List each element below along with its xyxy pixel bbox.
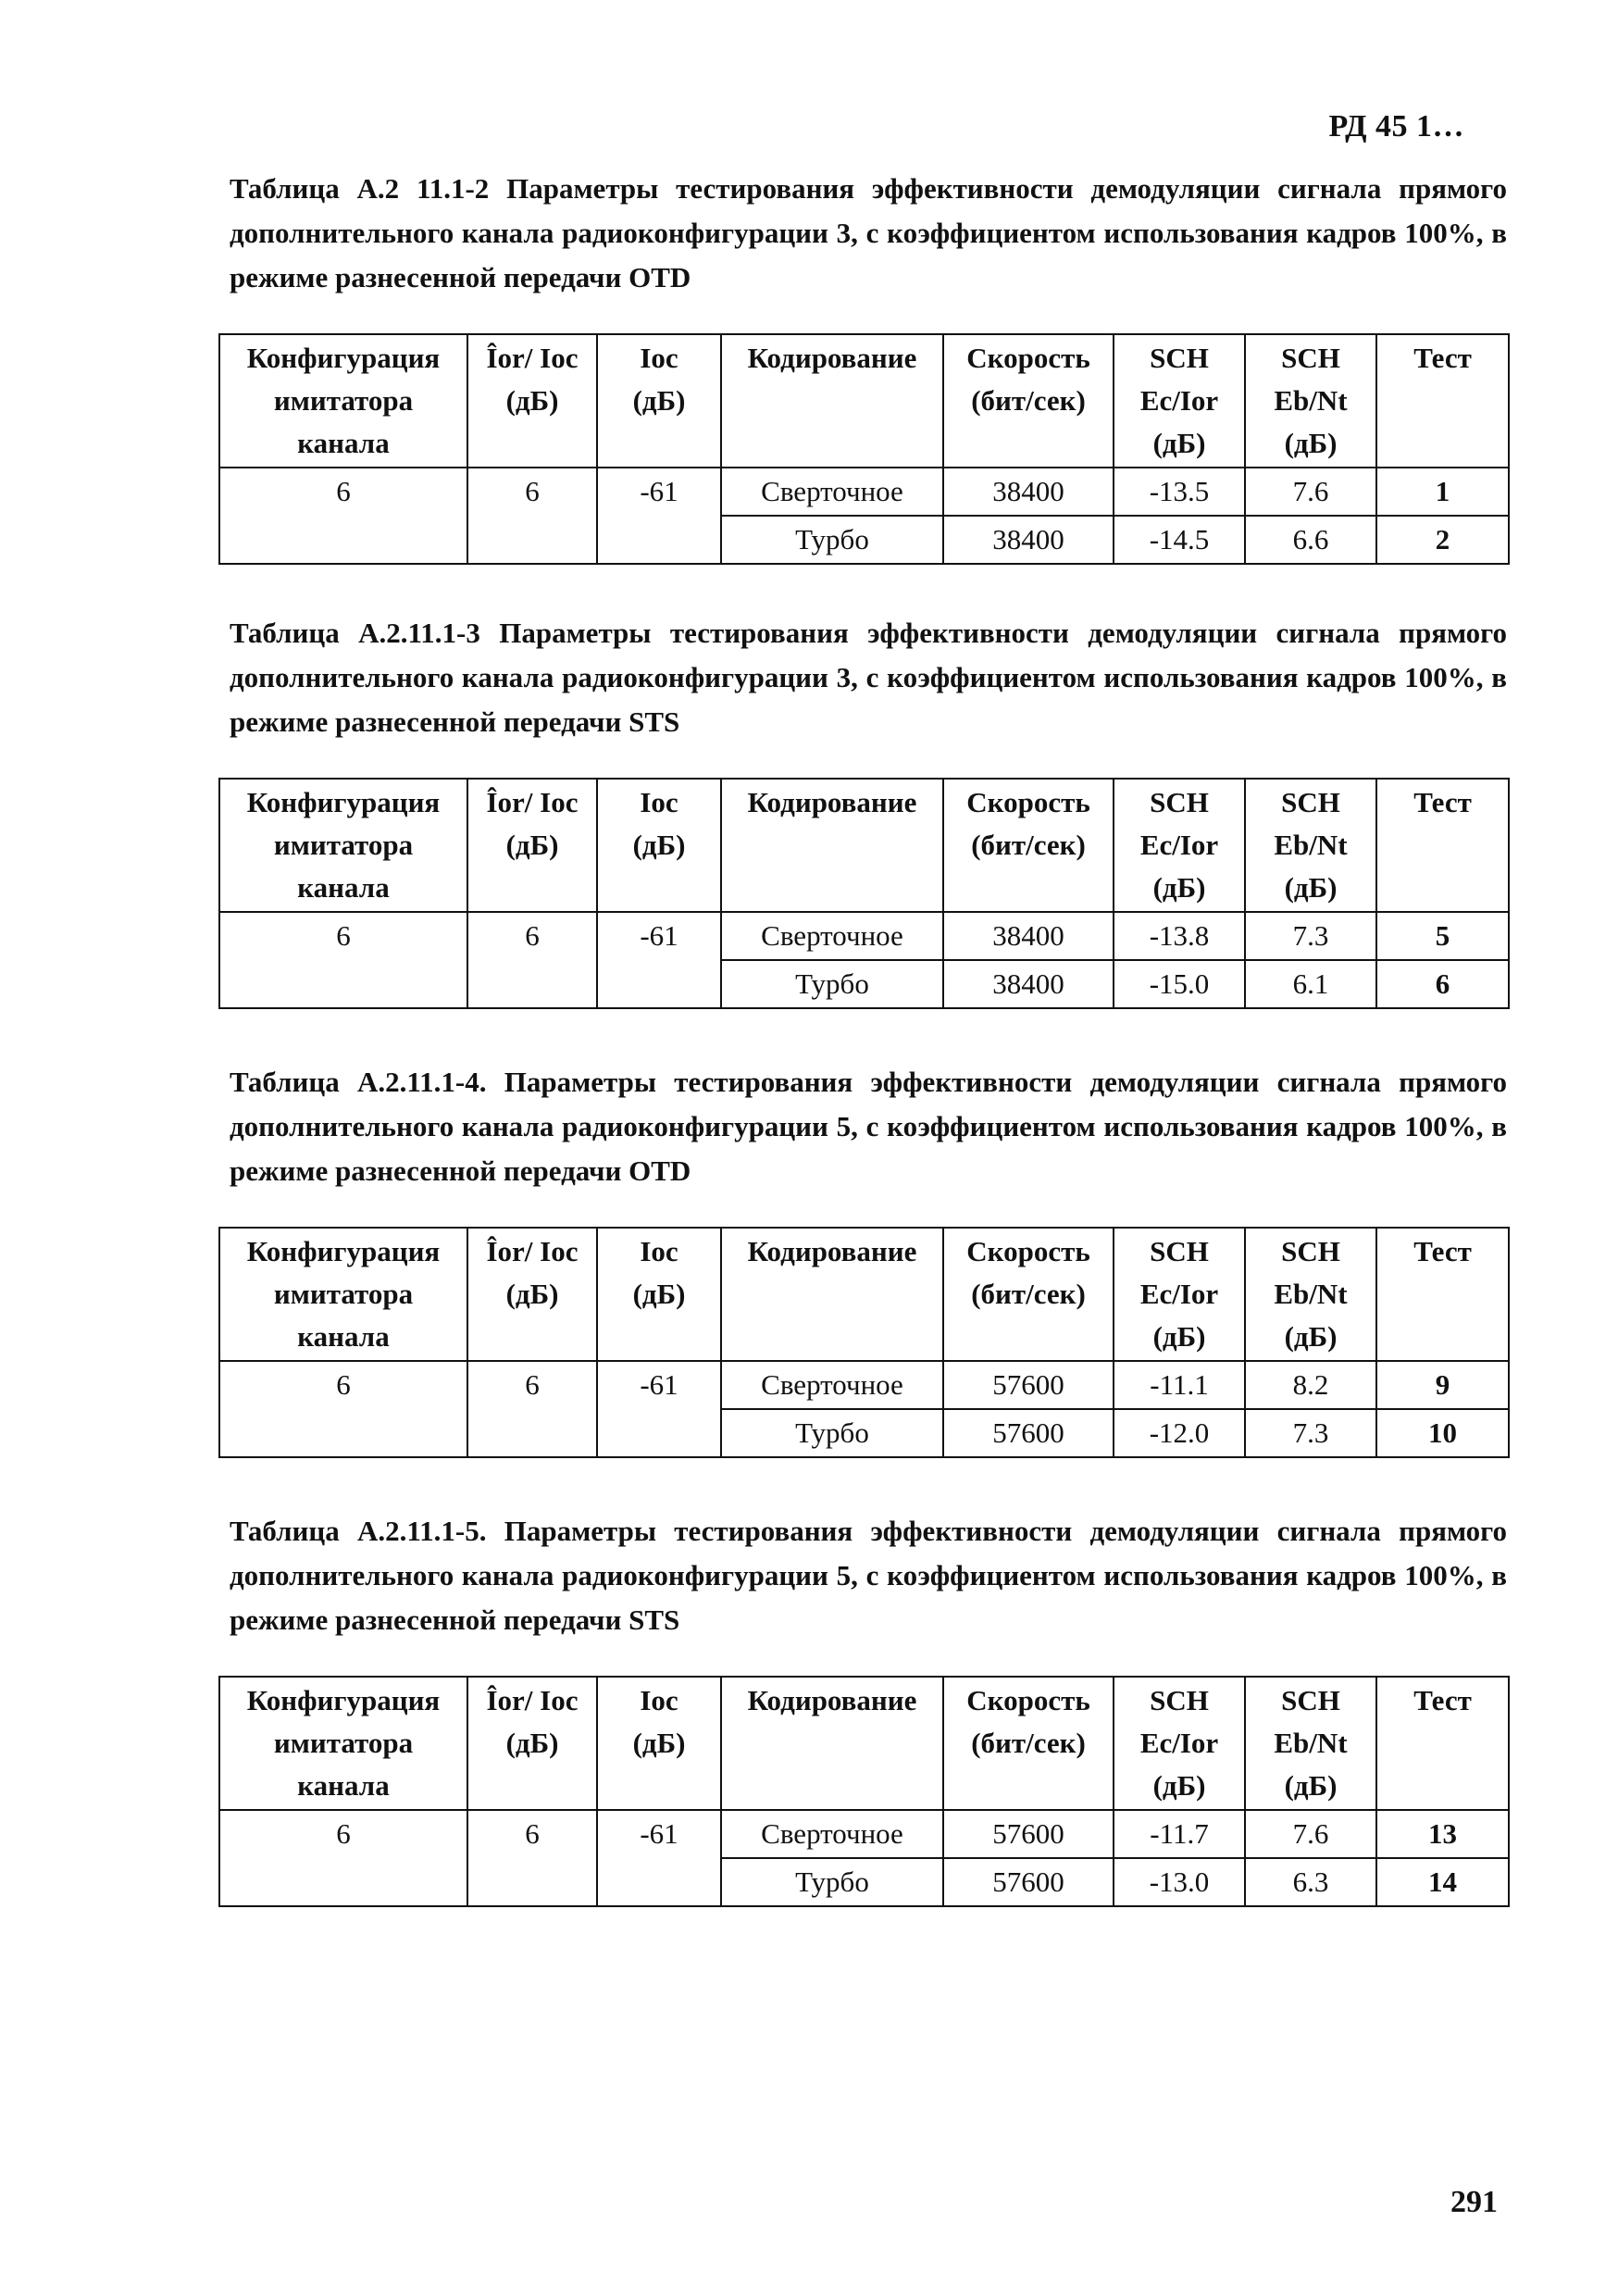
table-caption: Таблица А.2.11.1-4. Параметры тестирования эффективности демодуляции сигнала прямого дополнительного канала радиоконфигурации 5, с коэффициентом использования кадров 100%, в режиме разнесенной передачи OTD xyxy=(230,1066,1507,1187)
header-line: (дБ) xyxy=(632,829,686,861)
cell-sch-ec-ior: -13.8 xyxy=(1114,912,1245,960)
cell-ior-ioc: 6 xyxy=(467,468,597,564)
column-header-sch-ec-ior xyxy=(1114,1228,1245,1361)
column-header-ior-ioc xyxy=(467,334,597,468)
column-header-ioc xyxy=(597,334,721,468)
parameters-table xyxy=(218,1676,1510,1907)
cell-rate: 38400 xyxy=(943,960,1114,1008)
cell-sch-ec-ior: -11.7 xyxy=(1114,1810,1245,1858)
header-line: Скорость xyxy=(966,1684,1090,1716)
header-line: SCH xyxy=(1281,342,1340,374)
cell-sch-ec-ior: -13.5 xyxy=(1114,468,1245,516)
cell-sch-ec-ior: -12.0 xyxy=(1114,1409,1245,1457)
cell-rate: 57600 xyxy=(943,1361,1114,1409)
document-code: РД 45 1… xyxy=(1328,109,1464,144)
cell-rate: 38400 xyxy=(943,516,1114,564)
column-header-sch-eb-nt xyxy=(1245,779,1376,912)
column-header-coding: Кодирование xyxy=(721,1677,943,1810)
cell-config: 6 xyxy=(219,1361,467,1457)
column-header-sch-ec-ior xyxy=(1114,1677,1245,1810)
header-line: Ec/Ior xyxy=(1139,829,1219,861)
column-header-config xyxy=(219,1228,467,1361)
cell-sch-eb-nt: 7.3 xyxy=(1245,912,1376,960)
column-header-rate xyxy=(943,1677,1114,1810)
cell-ior-ioc: 6 xyxy=(467,912,597,1008)
cell-config: 6 xyxy=(219,468,467,564)
cell-sch-eb-nt: 8.2 xyxy=(1245,1361,1376,1409)
header-line: Скорость xyxy=(966,342,1090,374)
cell-ioc: -61 xyxy=(597,1810,721,1906)
parameters-table xyxy=(218,1227,1510,1458)
column-header-rate xyxy=(943,334,1114,468)
cell-test: 10 xyxy=(1376,1409,1509,1457)
column-header-coding: Кодирование xyxy=(721,334,943,468)
cell-coding: Турбо xyxy=(721,960,943,1008)
header-line: Конфигурация xyxy=(246,1235,441,1267)
header-line: (дБ) xyxy=(1152,871,1206,904)
header-line: Ioc xyxy=(640,342,678,374)
header-line: SCH xyxy=(1281,786,1340,818)
header-line: (дБ) xyxy=(505,1727,559,1759)
column-header-sch-eb-nt xyxy=(1245,1228,1376,1361)
header-line: Îor/ Ioc xyxy=(486,1235,579,1267)
cell-sch-eb-nt: 6.3 xyxy=(1245,1858,1376,1906)
header-line: (дБ) xyxy=(1284,871,1338,904)
table-row xyxy=(219,1361,1509,1409)
column-header-test: Тест xyxy=(1376,779,1509,912)
cell-config: 6 xyxy=(219,1810,467,1906)
cell-rate: 38400 xyxy=(943,912,1114,960)
cell-sch-ec-ior: -13.0 xyxy=(1114,1858,1245,1906)
table-caption: Таблица А.2.11.1-3 Параметры тестирования эффективности демодуляции сигнала прямого дополнительного канала радиоконфигурации 3, с коэффициентом использования кадров 100%, в режиме разнесенной передачи STS xyxy=(230,617,1507,738)
table-caption: Таблица А.2.11.1-5. Параметры тестирования эффективности демодуляции сигнала прямого дополнительного канала радиоконфигурации 5, с коэффициентом использования кадров 100%, в режиме разнесенной передачи STS xyxy=(230,1515,1507,1636)
cell-coding: Сверточное xyxy=(721,1810,943,1858)
cell-config: 6 xyxy=(219,912,467,1008)
cell-test: 14 xyxy=(1376,1858,1509,1906)
header-line: Eb/Nt xyxy=(1274,829,1348,861)
table-header-row xyxy=(219,1677,1509,1810)
table-caption: Таблица А.2 11.1-2 Параметры тестирования эффективности демодуляции сигнала прямого дополнительного канала радиоконфигурации 3, с коэффициентом использования кадров 100%, в режиме разнесенной передачи OTD xyxy=(230,172,1507,293)
column-header-test: Тест xyxy=(1376,1677,1509,1810)
column-header-test: Тест xyxy=(1376,1228,1509,1361)
cell-test: 13 xyxy=(1376,1810,1509,1858)
cell-ioc: -61 xyxy=(597,468,721,564)
header-line: Ioc xyxy=(640,1684,678,1716)
cell-rate: 38400 xyxy=(943,468,1114,516)
header-line: (дБ) xyxy=(1284,1320,1338,1353)
header-line: SCH xyxy=(1281,1235,1340,1267)
header-line: Eb/Nt xyxy=(1274,1278,1348,1310)
cell-ior-ioc: 6 xyxy=(467,1361,597,1457)
cell-sch-eb-nt: 6.6 xyxy=(1245,516,1376,564)
header-line: (дБ) xyxy=(632,384,686,417)
cell-rate: 57600 xyxy=(943,1858,1114,1906)
cell-coding: Сверточное xyxy=(721,1361,943,1409)
header-line: Ioc xyxy=(640,786,678,818)
table-row xyxy=(219,912,1509,960)
cell-test: 2 xyxy=(1376,516,1509,564)
column-header-sch-ec-ior xyxy=(1114,779,1245,912)
header-line: Ec/Ior xyxy=(1139,384,1219,417)
cell-sch-eb-nt: 7.6 xyxy=(1245,1810,1376,1858)
table-header-row xyxy=(219,1228,1509,1361)
header-line: имитатора xyxy=(273,1727,414,1759)
cell-sch-eb-nt: 7.3 xyxy=(1245,1409,1376,1457)
header-line: (дБ) xyxy=(1152,1320,1206,1353)
column-header-coding: Кодирование xyxy=(721,1228,943,1361)
parameters-table xyxy=(218,333,1510,565)
header-line: имитатора xyxy=(273,829,414,861)
cell-coding: Сверточное xyxy=(721,468,943,516)
cell-rate: 57600 xyxy=(943,1409,1114,1457)
table-section xyxy=(230,1509,1507,1898)
column-header-ioc xyxy=(597,1228,721,1361)
header-line: Ioc xyxy=(640,1235,678,1267)
cell-test: 1 xyxy=(1376,468,1509,516)
table-section xyxy=(230,611,1507,1000)
cell-sch-ec-ior: -11.1 xyxy=(1114,1361,1245,1409)
cell-coding: Турбо xyxy=(721,516,943,564)
cell-sch-eb-nt: 7.6 xyxy=(1245,468,1376,516)
column-header-sch-ec-ior xyxy=(1114,334,1245,468)
column-header-ior-ioc xyxy=(467,1677,597,1810)
table-row xyxy=(219,1810,1509,1858)
header-line: (бит/сек) xyxy=(971,829,1086,861)
cell-coding: Сверточное xyxy=(721,912,943,960)
header-line: канала xyxy=(297,1769,390,1802)
column-header-config xyxy=(219,334,467,468)
header-line: (дБ) xyxy=(505,384,559,417)
header-line: (дБ) xyxy=(1152,427,1206,459)
header-line: (дБ) xyxy=(505,829,559,861)
cell-ioc: -61 xyxy=(597,1361,721,1457)
cell-sch-ec-ior: -14.5 xyxy=(1114,516,1245,564)
header-line: Îor/ Ioc xyxy=(486,1684,579,1716)
column-header-coding: Кодирование xyxy=(721,779,943,912)
header-line: (дБ) xyxy=(505,1278,559,1310)
column-header-test: Тест xyxy=(1376,334,1509,468)
header-line: канала xyxy=(297,427,390,459)
table-section xyxy=(230,1060,1507,1449)
header-line: SCH xyxy=(1150,1684,1209,1716)
cell-ior-ioc: 6 xyxy=(467,1810,597,1906)
header-line: Конфигурация xyxy=(246,1684,441,1716)
header-line: (бит/сек) xyxy=(971,1278,1086,1310)
cell-sch-eb-nt: 6.1 xyxy=(1245,960,1376,1008)
header-line: Eb/Nt xyxy=(1274,1727,1348,1759)
cell-sch-ec-ior: -15.0 xyxy=(1114,960,1245,1008)
header-line: Скорость xyxy=(966,786,1090,818)
column-header-rate xyxy=(943,1228,1114,1361)
column-header-ior-ioc xyxy=(467,1228,597,1361)
header-line: Îor/ Ioc xyxy=(486,786,579,818)
table-section xyxy=(230,167,1507,555)
header-line: (дБ) xyxy=(632,1278,686,1310)
column-header-sch-eb-nt xyxy=(1245,1677,1376,1810)
header-line: SCH xyxy=(1150,786,1209,818)
cell-test: 9 xyxy=(1376,1361,1509,1409)
header-line: Ec/Ior xyxy=(1139,1278,1219,1310)
parameters-table xyxy=(218,778,1510,1009)
header-line: SCH xyxy=(1150,1235,1209,1267)
table-header-row xyxy=(219,334,1509,468)
header-line: Îor/ Ioc xyxy=(486,342,579,374)
cell-test: 5 xyxy=(1376,912,1509,960)
header-line: имитатора xyxy=(273,1278,414,1310)
column-header-ior-ioc xyxy=(467,779,597,912)
header-line: (дБ) xyxy=(632,1727,686,1759)
header-line: Конфигурация xyxy=(246,786,441,818)
column-header-ioc xyxy=(597,779,721,912)
cell-rate: 57600 xyxy=(943,1810,1114,1858)
column-header-config xyxy=(219,779,467,912)
header-line: имитатора xyxy=(273,384,414,417)
header-line: (дБ) xyxy=(1284,1769,1338,1802)
column-header-rate xyxy=(943,779,1114,912)
table-header-row xyxy=(219,779,1509,912)
header-line: (бит/сек) xyxy=(971,384,1086,417)
header-line: (дБ) xyxy=(1152,1769,1206,1802)
table-row xyxy=(219,468,1509,516)
page-number: 291 xyxy=(1450,2185,1498,2219)
cell-coding: Турбо xyxy=(721,1409,943,1457)
header-line: (бит/сек) xyxy=(971,1727,1086,1759)
column-header-sch-eb-nt xyxy=(1245,334,1376,468)
cell-ioc: -61 xyxy=(597,912,721,1008)
header-line: Ec/Ior xyxy=(1139,1727,1219,1759)
header-line: канала xyxy=(297,871,390,904)
column-header-config xyxy=(219,1677,467,1810)
cell-coding: Турбо xyxy=(721,1858,943,1906)
cell-test: 6 xyxy=(1376,960,1509,1008)
header-line: SCH xyxy=(1150,342,1209,374)
header-line: Eb/Nt xyxy=(1274,384,1348,417)
header-line: SCH xyxy=(1281,1684,1340,1716)
header-line: Скорость xyxy=(966,1235,1090,1267)
column-header-ioc xyxy=(597,1677,721,1810)
header-line: Конфигурация xyxy=(246,342,441,374)
header-line: канала xyxy=(297,1320,390,1353)
header-line: (дБ) xyxy=(1284,427,1338,459)
